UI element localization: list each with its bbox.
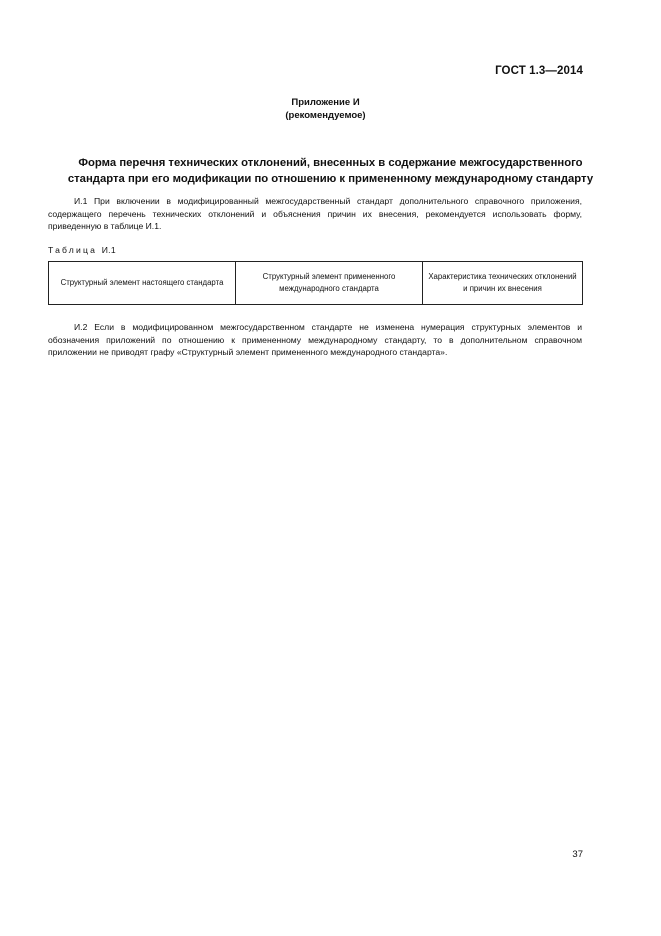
appendix-name: Приложение И <box>291 97 360 108</box>
table-header-cell-1: Структурный элемент настоящего стандарта <box>49 262 236 305</box>
table-caption-label: Таблица <box>48 245 98 255</box>
deviations-table <box>48 261 583 305</box>
page-number: 37 <box>572 849 583 860</box>
table-header-cell-3: Характеристика технических отклонений и причин их внесения <box>423 262 583 305</box>
table-caption <box>48 245 116 255</box>
table-header-row <box>49 262 583 305</box>
appendix-status: (рекомендуемое) <box>285 110 366 121</box>
appendix-title <box>48 155 613 187</box>
paragraph-1 <box>48 195 582 233</box>
paragraph-2 <box>48 321 582 359</box>
paragraph-1-text: И.1 При включении в модифицированный межгосударственный стандарт дополнительного справочного приложения, содержащего перечень технических отклонений и объяснения причин их внесения, рекомендуется использовать форму, приведенную в таблице И.1. <box>48 196 582 232</box>
appendix-title-line-1: Форма перечня технических отклонений, внесенных в содержание межгосударственного <box>78 157 583 169</box>
table-caption-number: И.1 <box>101 245 116 255</box>
appendix-title-line-2: стандарта при его модификации по отношению к примененному международному стандарту <box>67 173 594 185</box>
standard-code: ГОСТ 1.3—2014 <box>495 65 583 77</box>
paragraph-2-text: И.2 Если в модифицированном межгосударственном стандарте не изменена нумерация структурных элементов и обозначения приложений по отношению к примененному международному стандарту, то в дополнительном справочном приложении не приводят графу «Структурный элемент примененного международного стандарта». <box>48 322 582 358</box>
appendix-heading <box>0 96 661 122</box>
table-header-cell-2: Структурный элемент примененного международного стандарта <box>236 262 423 305</box>
